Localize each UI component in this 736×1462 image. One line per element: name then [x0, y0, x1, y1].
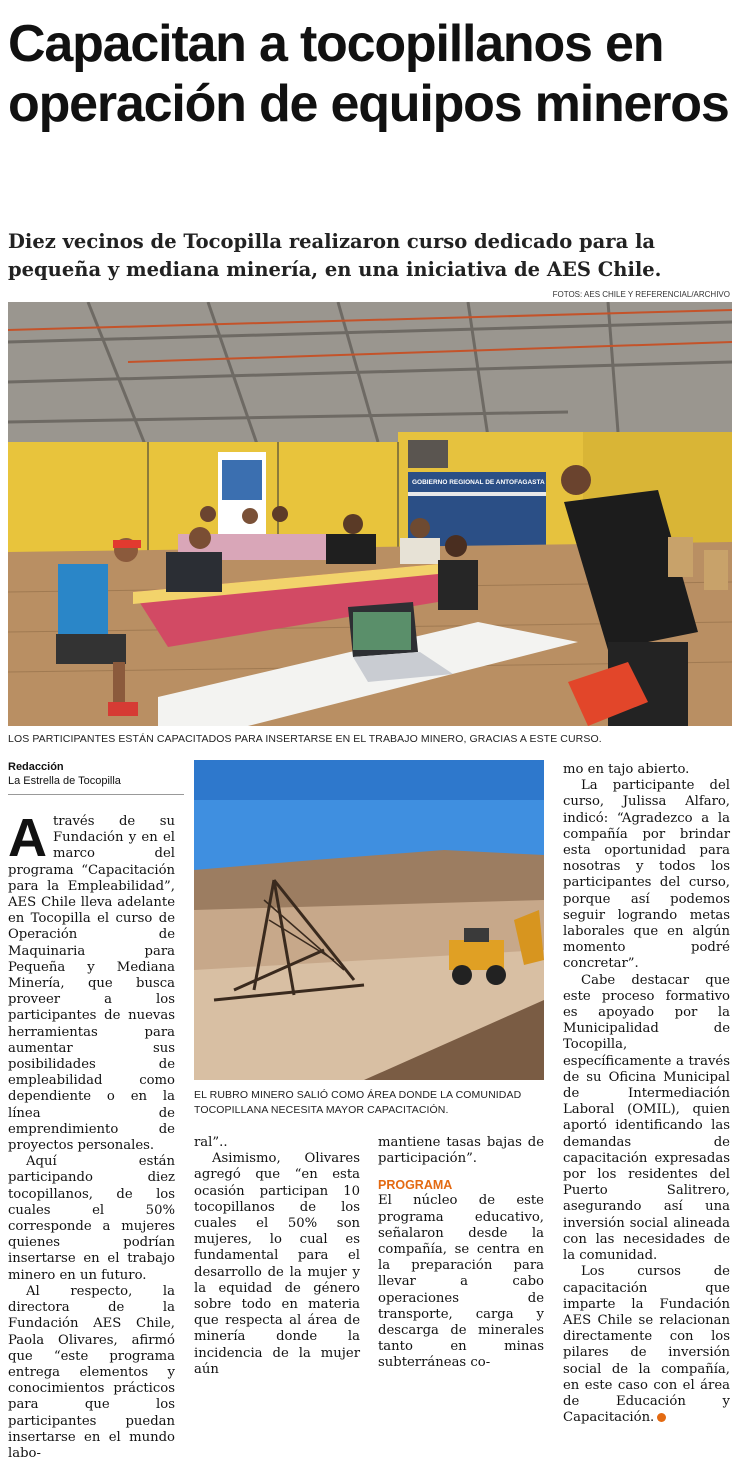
main-photo-caption: LOS PARTICIPANTES ESTÁN CAPACITADOS PARA INSERTARSE EN EL TRABAJO MINERO, GRACIAS A ESTE CURSO. — [8, 733, 602, 745]
article-column-3 — [378, 1135, 544, 1372]
article-column-4 — [563, 762, 730, 1426]
dropcap: A — [8, 808, 47, 868]
paragraph: El núcleo de este programa educativo, señalaron desde la compañía, se centra en la preparación para llevar a cabo operaciones de transporte, carga y descarga de minerales tanto en minas subterráneas co- — [378, 1193, 544, 1371]
mine-photo-caption: EL RUBRO MINERO SALIÓ COMO ÁREA DONDE LA COMUNIDAD TOCOPILLANA NECESITA MAYOR CAPACITACIÓN. — [194, 1089, 522, 1116]
paragraph: Asimismo, Olivares agregó que “en esta ocasión participan 10 tocopillanos de los cuales el 50% son mujeres, lo cual es fundamental para el desarrollo de la mujer y la equidad de género sobre todo en materia que respecta al área de minería donde la incidencia de la mujer aún — [194, 1151, 360, 1377]
paragraph: mo en tajo abierto. — [563, 762, 690, 777]
paragraph: Cabe destacar que este proceso formativo es apoyado por la Municipalidad de Tocopilla, específicamente a través de su Oficina Municipal de Intermediación Laboral (OMIL), quien aportó identificando las demandas de capacitación expresadas por los residentes del Puerto Salitrero, asegurando así una inversión social alineada con las necesidades de la comunidad. — [563, 972, 730, 1264]
mine-photo — [194, 760, 544, 1080]
main-photo — [8, 302, 732, 726]
byline-outlet: La Estrella de Tocopilla — [8, 775, 121, 787]
article-column-2 — [194, 1135, 360, 1378]
photo-credit: FOTOS: AES CHILE Y REFERENCIAL/ARCHIVO — [552, 290, 730, 299]
paragraph: mantiene tasas bajas de participación”. — [378, 1135, 544, 1167]
paragraph: Los cursos de capacitación que imparte la Fundación AES Chile se relacionan directamente con los pilares de inversión social de la compañía, en este caso con el área de Educación y Capacitación. — [563, 1264, 730, 1426]
byline — [8, 760, 184, 795]
headline: Capacitan a tocopillanos en operación de equipos mineros — [8, 15, 729, 133]
banner-text: GOBIERNO REGIONAL DE ANTOFAGASTA — [412, 479, 545, 486]
paragraph: La participante del curso, Julissa Alfaro, indicó: “Agradezco a la compañía por brindar esta oportunidad para nosotras y todos los participantes del curso, porque así podemos seguir logrando metas laborales que en algún momento podré concretar”. — [563, 778, 730, 972]
paragraph: Aquí están participando diez tocopillanos, de los cuales el 50% corresponde a mujeres quienes podrían insertarse en el trabajo minero en un futuro. — [8, 1154, 175, 1283]
paragraph: Al respecto, la directora de la Fundación AES Chile, Paola Olivares, afirmó que “este programa entrega elementos y conocimientos prácticos para que los participantes puedan insertarse en el mundo labo- — [8, 1283, 175, 1461]
byline-name: Redacción — [8, 761, 64, 773]
subhead: Diez vecinos de Tocopilla realizaron curso dedicado para la pequeña y mediana minería, en una iniciativa de AES Chile. — [8, 230, 662, 281]
section-heading: PROGRAMA — [378, 1178, 453, 1193]
article-column-1 — [8, 808, 175, 1462]
paragraph: Através de su Fundación y en el marco del programa “Capacitación para la Empleabilidad”, AES Chile lleva adelante en Tocopilla el curso de Operación de Maquinaria para Pequeña y Mediana Minería, que busca proveer a los participantes de nuevas herramientas para aumentar sus posibilidades de empleabilidad como dependiente o en la línea de emprendimiento de proyectos personales. — [8, 808, 175, 1154]
paragraph: ral”.. — [194, 1135, 228, 1150]
end-mark-icon — [657, 1413, 666, 1422]
